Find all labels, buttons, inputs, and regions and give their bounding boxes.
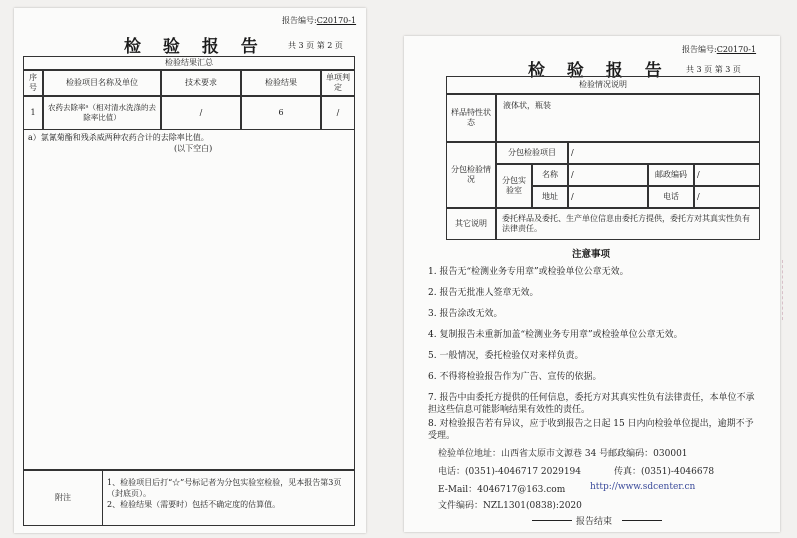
row-judgement: / [321,96,355,130]
notice-5: 5. 一般情况，委托检验仅对来样负责。 [428,351,584,361]
header-requirement: 技术要求 [161,70,241,96]
other-label: 其它说明 [446,208,496,240]
name-label: 名称 [532,164,568,186]
remarks-box [103,470,355,526]
results-body [23,130,355,470]
address-value: / [568,186,648,208]
report-title: 检 验 报 告 [528,61,670,81]
phone-value: / [694,186,760,208]
header-judgement: 单项判定 [321,70,355,96]
report-title: 检 验 报 告 [124,37,266,57]
sample-value: 液体状，瓶装 [496,94,760,142]
page-info: 共 3 页 第 2 页 [288,41,343,50]
remark-2: 2、检验结果（需要时）包括不确定度的估算值。 [107,500,281,509]
end-text: 报告结束 [576,517,613,527]
sub-label: 分包检验情况 [446,142,496,208]
other-value: 委托样品及委托、生产单位信息由委托方提供，委托方对其真实性负有法律责任。 [496,208,760,240]
contact-email: E-Mail：4046717@163.com [438,485,566,495]
edge-watermark [782,260,797,320]
section-title: 检验情况说明 [446,76,760,94]
report-number-value: C20170-1 [316,16,357,25]
end-line-right [622,520,662,521]
sub-lab-label: 分包实验室 [496,164,532,208]
notice-6: 6. 不得将检验报告作为广告、宣传的依据。 [428,372,602,382]
row-no: 1 [23,96,43,130]
postcode-value: / [694,164,760,186]
notice-title: 注意事项 [572,249,611,260]
report-page-2 [14,8,366,533]
row-requirement: / [161,96,241,130]
notice-3: 3. 报告涂改无效。 [428,309,503,319]
sample-label: 样品特性状态 [446,94,496,142]
notice-2: 2. 报告无批准人签章无效。 [428,288,539,298]
report-number [682,44,756,55]
address-label: 地址 [532,186,568,208]
contact-phone: 电话：(0351)-4046717 2029194 [438,467,581,477]
row-item: 农药去除率ᵃ（相对清水洗涤的去除率比值） [43,96,161,130]
page-info: 共 3 页 第 3 页 [686,65,741,74]
contact-address: 检验单位地址：山西省太原市文源巷 34 号邮政编码：030001 [438,449,688,459]
file-number: 文件编码：NZL1301(0838):2020 [438,501,582,511]
notice-1: 1. 报告无“检测业务专用章”或检验单位公章无效。 [428,267,629,277]
remark-1: 1、检验项目后打“☆”号标记者为分包实验室检验，见本报告第3页（封底页）。 [107,478,342,498]
blank-note: (以下空白) [174,144,213,153]
phone-label: 电话 [648,186,694,208]
sub-item-value: / [568,142,760,164]
contact-website[interactable]: http://www.sdcenter.cn [590,482,696,492]
report-number-label: 报告编号: [682,45,717,54]
remarks-label: 附注 [23,470,103,526]
report-page-3 [404,36,780,532]
name-value: / [568,164,648,186]
header-result: 检验结果 [241,70,321,96]
contact-fax: 传真：(0351)-4046678 [614,467,715,477]
header-item: 检验项目名称及单位 [43,70,161,96]
report-number-value: C20170-1 [716,45,757,54]
report-number-label: 报告编号: [282,16,317,25]
notice-7: 7. 报告中由委托方提供的任何信息，委托方对其真实性负有法律责任，本单位不承担这些信息可能影响结果有效性的责任。 [428,393,755,415]
postcode-label: 邮政编码 [648,164,694,186]
end-line-left [532,520,572,521]
section-title: 检验结果汇总 [23,56,355,70]
footnote: a）氯氰菊酯和残杀威两种农药合计的去除率比值。 [28,133,209,142]
report-number [282,15,356,26]
header-no: 序号 [23,70,43,96]
row-result: 6 [241,96,321,130]
notice-8: 8. 对检验报告若有异议，应于收到报告之日起 15 日内向检验单位提出，逾期不予受理。 [428,419,754,441]
notice-4: 4. 复制报告未重新加盖“检测业务专用章”或检验单位公章无效。 [428,330,683,340]
sub-item-label: 分包检验项目 [496,142,568,164]
